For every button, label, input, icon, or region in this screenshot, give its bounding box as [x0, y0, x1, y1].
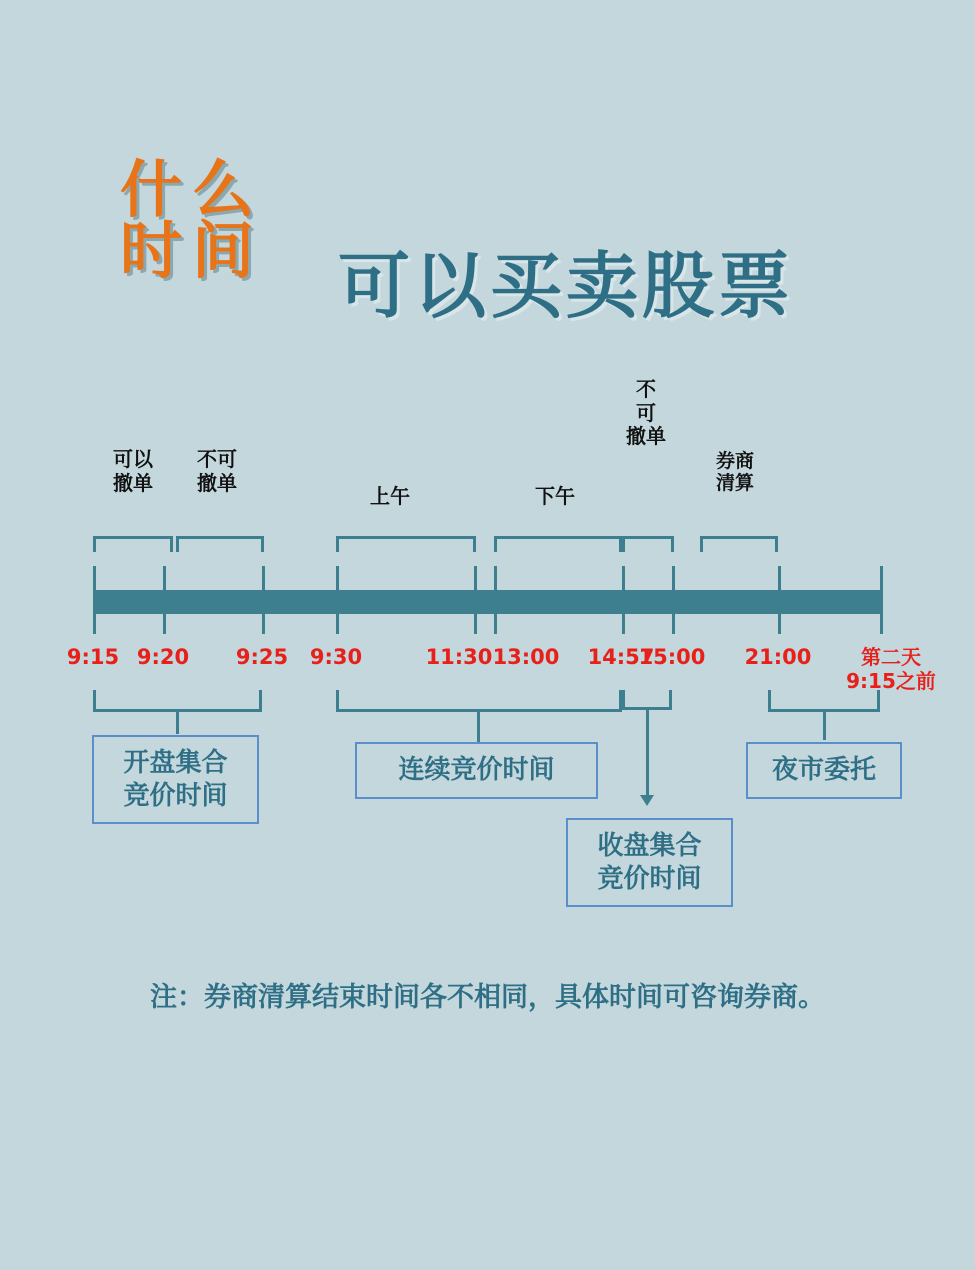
bracket-no-cancel	[622, 536, 674, 552]
bracket-night-order	[768, 690, 880, 712]
tick-down-1457	[622, 612, 625, 634]
tick-up-920	[163, 566, 166, 592]
time-label-920: 9:20	[136, 645, 190, 669]
time-label-930: 9:30	[309, 645, 363, 669]
bracket-broker-settlement	[700, 536, 778, 552]
label-no-cancel-line1: 不	[636, 377, 656, 401]
label-cancel-allowed-line2: 撤单	[113, 470, 153, 495]
box-night-order-text: 夜市委托	[771, 755, 876, 785]
label-no-cancel-line3: 撤单	[626, 424, 666, 449]
tick-down-925	[262, 612, 265, 634]
arrow-close-auction	[640, 795, 654, 806]
box-close-call-auction-line1: 收盘集合	[597, 831, 702, 861]
label-afternoon: 下午	[535, 484, 575, 508]
tick-down-1300	[494, 612, 497, 634]
label-cancel-not-allowed-line2: 撤单	[197, 470, 237, 495]
tick-up-1300	[494, 566, 497, 592]
time-label-next-day	[826, 645, 956, 693]
footnote: 注：券商清算结束时间各不相同，具体时间可咨询券商。	[150, 982, 825, 1013]
tick-up-1130	[474, 566, 477, 592]
tick-up-925	[262, 566, 265, 592]
label-cancel-not-allowed	[177, 448, 257, 495]
title-orange-line1: 什么	[120, 153, 265, 226]
box-continuous-auction	[355, 742, 598, 799]
tick-up-915	[93, 566, 96, 592]
tick-down-next-day	[880, 612, 883, 634]
tick-up-1500	[672, 566, 675, 592]
tick-up-930	[336, 566, 339, 592]
bracket-afternoon	[494, 536, 622, 552]
bracket-open-auction	[93, 690, 262, 712]
tick-down-1130	[474, 612, 477, 634]
label-no-cancel-line2: 可	[636, 400, 656, 425]
time-label-next-day-line1: 第二天	[861, 645, 921, 669]
connector-open-auction	[176, 712, 179, 734]
box-close-call-auction-line2: 竞价时间	[597, 863, 702, 894]
time-label-1500: 15:00	[638, 645, 706, 669]
tick-down-930	[336, 612, 339, 634]
title-orange-line2: 时间	[120, 213, 265, 287]
bracket-cancel-not-allowed	[176, 536, 264, 552]
label-no-cancel	[617, 378, 675, 449]
label-morning: 上午	[370, 484, 410, 508]
label-cancel-not-allowed-line1: 不可	[197, 447, 237, 471]
tick-up-2100	[778, 566, 781, 592]
connector-close-auction	[646, 710, 649, 797]
tick-down-2100	[778, 612, 781, 634]
bracket-morning	[336, 536, 476, 552]
timeline-axis	[93, 590, 883, 614]
box-open-call-auction-line2: 竞价时间	[123, 780, 228, 811]
box-open-call-auction	[92, 735, 259, 824]
connector-night-order	[823, 712, 826, 740]
tick-down-920	[163, 612, 166, 634]
label-broker-settlement	[695, 450, 775, 495]
bracket-cancel-allowed	[93, 536, 173, 552]
label-cancel-allowed-line1: 可以	[113, 447, 153, 471]
time-label-1457: 14:57	[587, 645, 655, 669]
time-label-1300: 13:00	[492, 645, 560, 669]
box-close-call-auction	[566, 818, 733, 907]
title-blue: 可以买卖股票	[338, 244, 795, 328]
time-label-1130: 11:30	[425, 645, 493, 669]
time-label-next-day-line2: 9:15之前	[846, 669, 936, 693]
time-label-2100: 21:00	[744, 645, 812, 669]
box-night-order	[746, 742, 902, 799]
box-open-call-auction-line1: 开盘集合	[123, 748, 228, 778]
label-cancel-allowed	[93, 448, 173, 495]
bracket-continuous-auction	[336, 690, 622, 712]
tick-down-915	[93, 612, 96, 634]
label-broker-settlement-line1: 券商	[715, 450, 754, 472]
tick-up-next-day	[880, 566, 883, 592]
box-continuous-auction-text: 连续竞价时间	[398, 755, 555, 785]
title-orange	[120, 153, 330, 287]
label-broker-settlement-line2: 清算	[715, 472, 754, 495]
tick-up-1457	[622, 566, 625, 592]
time-label-915: 9:15	[66, 645, 120, 669]
bracket-close-auction	[622, 690, 672, 710]
tick-down-1500	[672, 612, 675, 634]
time-label-925: 9:25	[235, 645, 289, 669]
connector-continuous-auction	[477, 712, 480, 742]
